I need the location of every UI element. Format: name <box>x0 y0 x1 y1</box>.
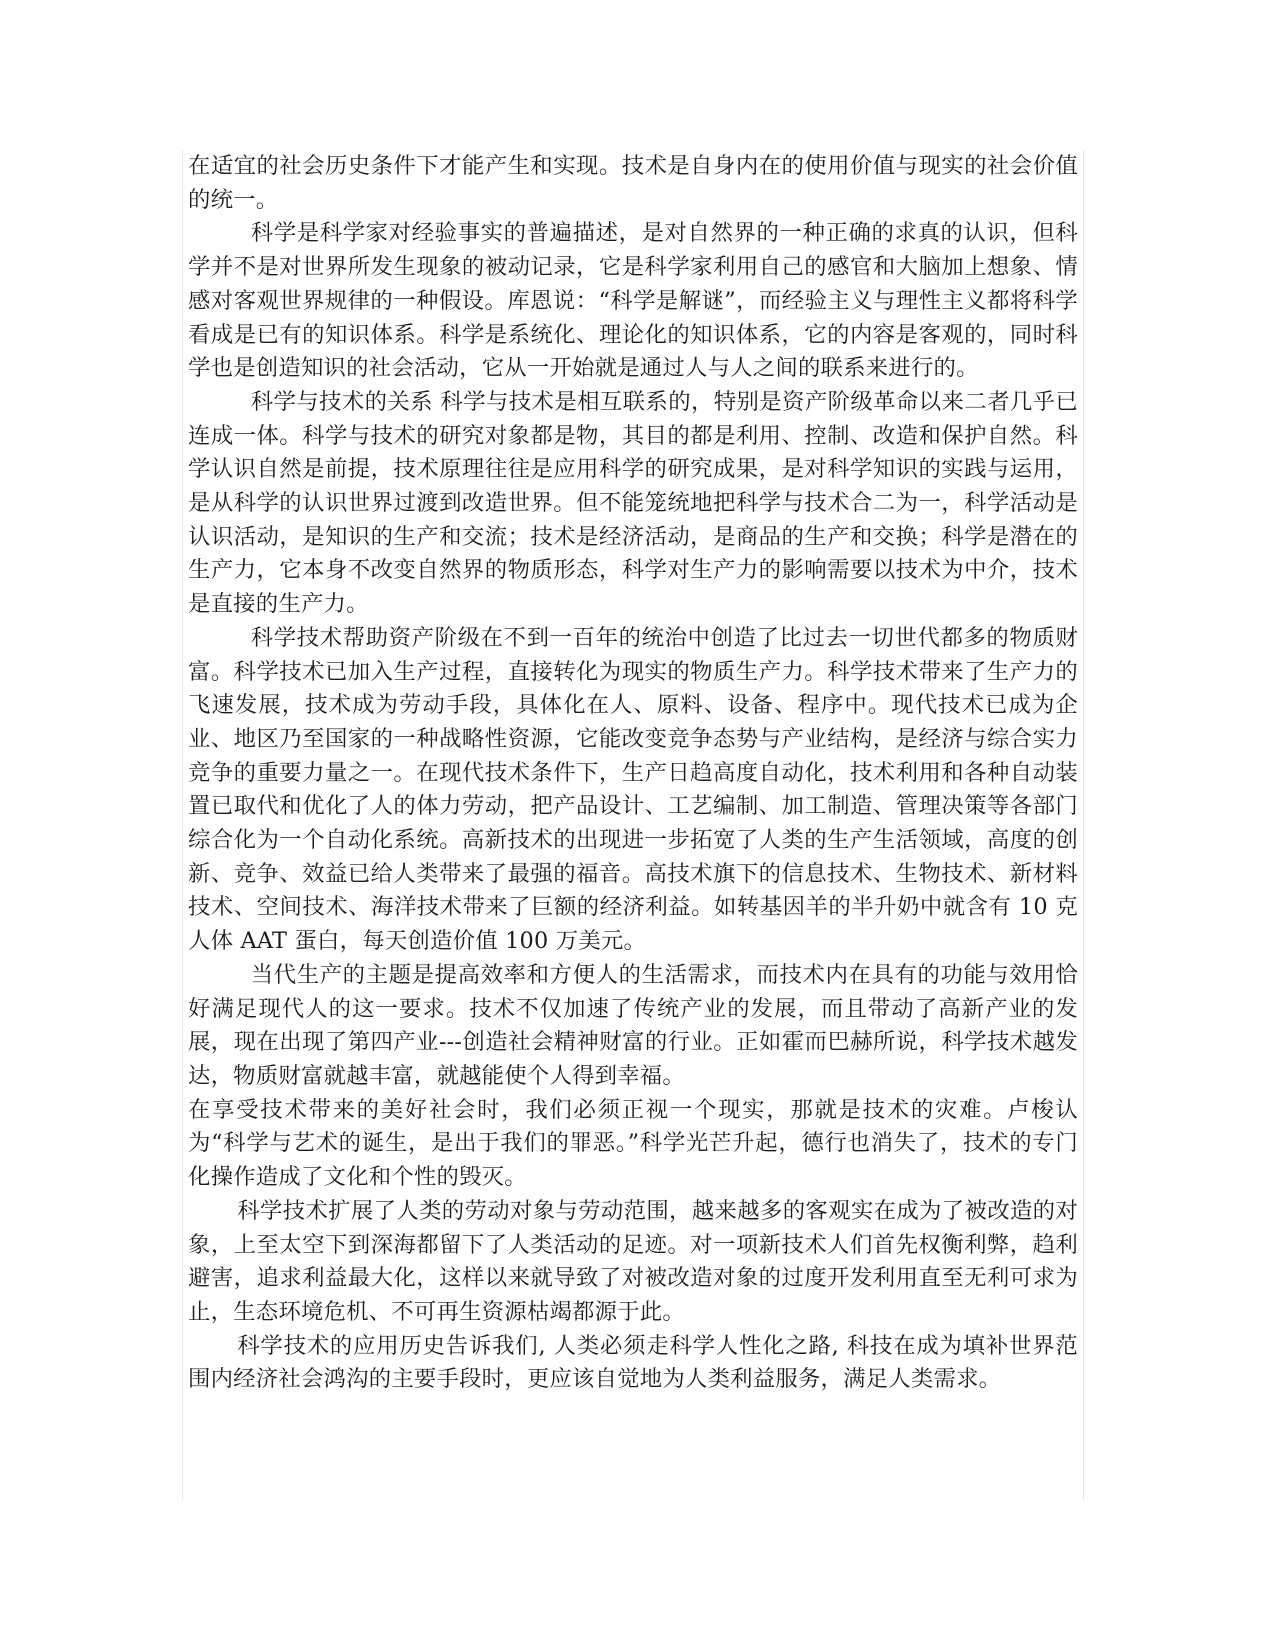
paragraph-1: 在适宜的社会历史条件下才能产生和实现。技术是自身内在的使用价值与现实的社会价值的统一。 <box>188 153 1078 213</box>
document-body <box>188 150 1078 1397</box>
paragraph-5: 当代生产的主题是提高效率和方便人的生活需求，而技术内在具有的功能与效用恰好满足现代人的这一要求。技术不仅加速了传统产业的发展，而且带动了高新产业的发展，现在出现了第四产业---创造社会精神财富的行业。正如霍而巴赫所说，科学技术越发达，物质财富就越丰富，就越能使个人得到幸福。 <box>188 961 1078 1089</box>
paragraph-2: 科学是科学家对经验事实的普遍描述，是对自然界的一种正确的求真的认识，但科学并不是对世界所发生现象的被动记录，它是科学家利用自己的感官和大脑加上想象、情感对客观世界规律的一种假设。库恩说：“科学是解谜”，而经验主义与理性主义都将科学看成是已有的知识体系。科学是系统化、理论化的知识体系，它的内容是客观的，同时科学也是创造知识的社会活动，它从一开始就是通过人与人之间的联系来进行的。 <box>188 220 1078 382</box>
paragraph-6: 在享受技术带来的美好社会时，我们必须正视一个现实，那就是技术的灾难。卢梭认为“科学与艺术的诞生，是出于我们的罪恶。”科学光芒升起，德行也消失了，技术的专门化操作造成了文化和个性的毁灭。 <box>188 1096 1078 1191</box>
paragraph-8: 科学技术的应用历史告诉我们, 人类必须走科学人性化之路, 科技在成为填补世界范围内经济社会鸿沟的主要手段时，更应该自觉地为人类利益服务，满足人类需求。 <box>188 1332 1078 1393</box>
paragraph-4: 科学技术帮助资产阶级在不到一百年的统治中创造了比过去一切世代都多的物质财富。科学技术已加入生产过程，直接转化为现实的物质生产力。科学技术带来了生产力的飞速发展，技术成为劳动手段，具体化在人、原料、设备、程序中。现代技术已成为企业、地区乃至国家的一种战略性资源，它能改变竞争态势与产业结构，是经济与综合实力竞争的重要力量之一。在现代技术条件下，生产日趋高度自动化，技术利用和各种自动装置已取代和优化了人的体力劳动，把产品设计、工艺编制、加工制造、管理决策等各部门综合化为一个自动化系统。高新技术的出现进一步拓宽了人类的生产生活领域，高度的创新、竞争、效益已给人类带来了最强的福音。高技术旗下的信息技术、生物技术、新材料技术、空间技术、海洋技术带来了巨额的经济利益。如转基因羊的半升奶中就含有 10 克人体 AAT 蛋白，每天创造价值 100 万美元。 <box>188 624 1078 955</box>
paragraph-7: 科学技术扩展了人类的劳动对象与劳动范围，越来越多的客观实在成为了被改造的对象，上至太空下到深海都留下了人类活动的足迹。对一项新技术人们首先权衡利弊，趋利避害，追求利益最大化，这样以来就导致了对被改造对象的过度开发利用直至无利可求为止，生态环境危机、不可再生资源枯竭都源于此。 <box>188 1197 1078 1325</box>
paragraph-3: 科学与技术的关系 科学与技术是相互联系的，特别是资产阶级革命以来二者几乎已连成一体。科学与技术的研究对象都是物，其目的都是利用、控制、改造和保护自然。科学认识自然是前提，技术原理往往是应用科学的研究成果，是对科学知识的实践与运用，是从科学的认识世界过渡到改造世界。但不能笼统地把科学与技术合二为一，科学活动是认识活动，是知识的生产和交流；技术是经济活动，是商品的生产和交换；科学是潜在的生产力，它本身不改变自然界的物质形态，科学对生产力的影响需要以技术为中介，技术是直接的生产力。 <box>188 388 1078 618</box>
